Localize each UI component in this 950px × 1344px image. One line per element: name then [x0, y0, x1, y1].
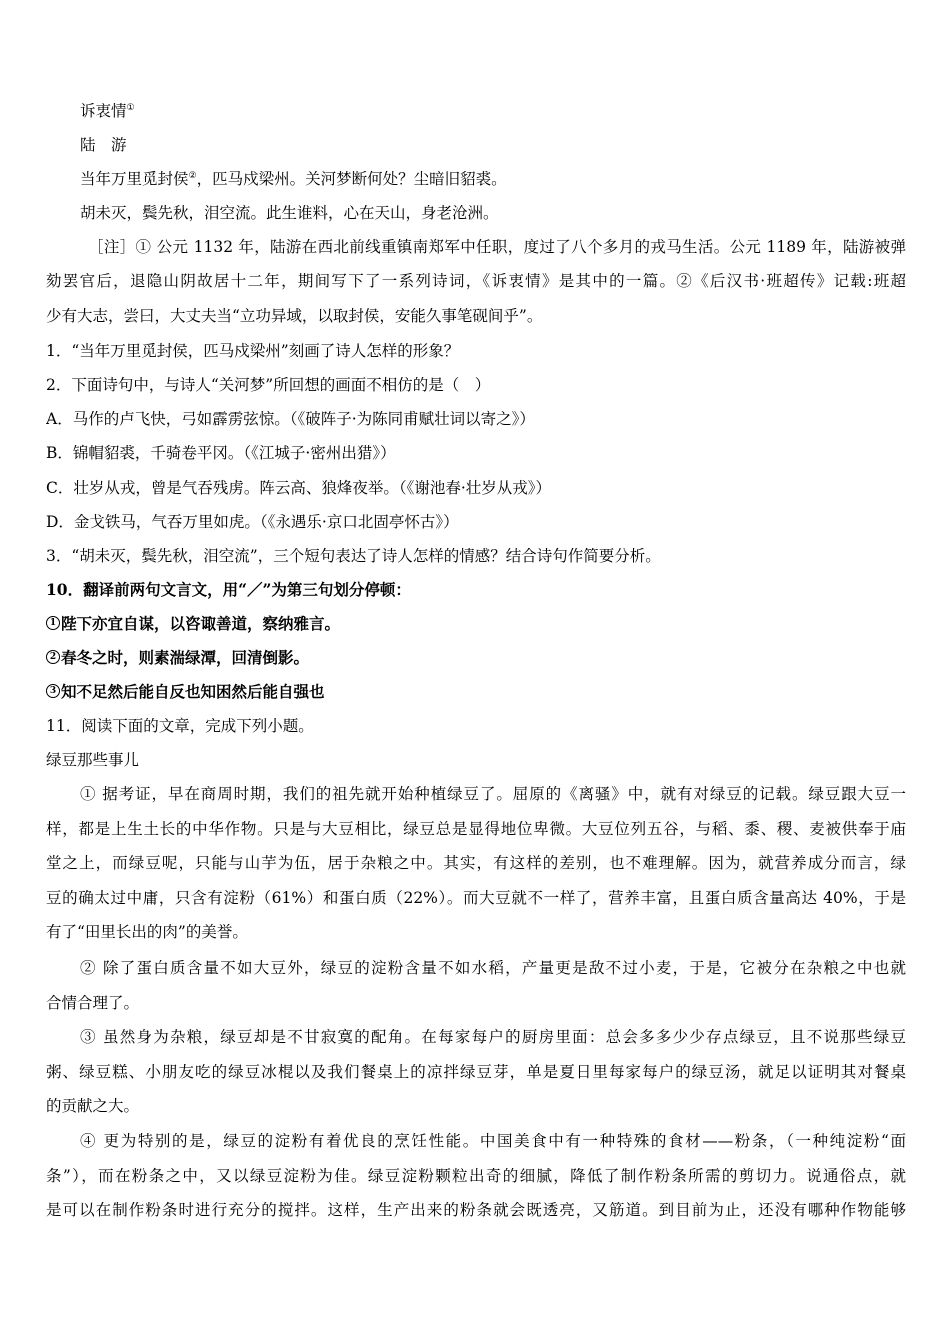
option-b: B．锦帽貂裘，千骑卷平冈。（《江城子·密州出猎》） — [46, 444, 396, 462]
poem-note: 少有大志，尝曰，大丈夫当“立功异域，以取封侯，安能久事笔砚间乎”。 — [46, 307, 543, 325]
q10-sentence-3: 3 知不足然后能自反也知困然后能自强也 — [46, 682, 906, 702]
paragraph-line: 豆的确太过中庸，只含有淀粉（61%）和蛋白质（22%）。而大豆就不一样了，营养丰富，且蛋白质含量高达 40%，于是 — [46, 889, 906, 907]
paragraph-line: ① 据考证，早在商周时期，我们的祖先就开始种植绿豆了。屈原的《离骚》中，就有对绿豆的记载。绿豆跟大豆一 — [80, 785, 906, 803]
paragraph-line: 的贡献之大。 — [46, 1097, 140, 1115]
paragraph-line: ③ 虽然身为杂粮，绿豆却是不甘寂寞的配角。在每家每户的厨房里面：总会多多少少存点绿豆，且不说那些绿豆 — [80, 1028, 906, 1046]
poem-line: 当年万里觅封侯②，匹马戍梁州。关河梦断何处？尘暗旧貂裘。 — [80, 170, 507, 188]
question-10: 10．翻译前两句文言文，用“／”为第三句划分停顿： — [46, 580, 411, 599]
paragraph-line: 是可以在制作粉条时进行充分的搅拌。这样，生产出来的粉条就会既透亮，又筋道。到目前为止，还没有哪种作物能够 — [46, 1201, 906, 1219]
footnote-mark: ① — [126, 103, 135, 113]
paragraph-line: 粥、绿豆糕、小朋友吃的绿豆冰棍以及我们餐桌上的凉拌绿豆芽，单是夏日里每家每户的绿豆汤，就足以证明其对餐桌 — [46, 1063, 906, 1081]
paragraph-line: ④ 更为特别的是，绿豆的淀粉有着优良的烹饪性能。中国美食中有一种特殊的食材——粉条，（一种纯淀粉“面 — [80, 1132, 906, 1150]
circled-number: 2 — [46, 650, 60, 664]
poem-note: ［注］① 公元 1132 年，陆游在西北前线重镇南郑军中任职，度过了八个多月的戎马生活。公元 1189 年，陆游被弹 — [88, 238, 906, 256]
poem-title: 诉衷情① — [80, 102, 135, 120]
circled-number: 1 — [46, 616, 60, 630]
option-d: D．金戈铁马，气吞万里如虎。（《永遇乐·京口北固亭怀古》） — [46, 513, 459, 531]
q10-sentence-2: 2 春冬之时，则素湍绿潭，回清倒影。 — [46, 648, 906, 668]
q10-sentence-1: 1 陛下亦宜自谋，以咨诹善道，察纳雅言。 — [46, 614, 906, 634]
paragraph-line: ② 除了蛋白质含量不如大豆外，绿豆的淀粉含量不如水稻，产量更是敌不过小麦，于是，它被分在杂粮之中也就 — [80, 959, 906, 977]
paragraph-line: 堂之上，而绿豆呢，只能与山芋为伍，居于杂粮之中。其实，有这样的差别，也不难理解。因为，就营养成分而言，绿 — [46, 854, 906, 872]
circled-number: 3 — [46, 684, 60, 698]
poem-line: 胡未灭，鬓先秋，泪空流。此生谁料，心在天山，身老沧洲。 — [80, 204, 499, 222]
poem-note: 劾罢官后，退隐山阴故居十二年，期间写下了一系列诗词，《诉衷情》是其中的一篇。②《后汉书·班超传》记载:班超 — [46, 272, 906, 290]
question-2: 2．下面诗句中，与诗人“关河梦”所回想的画面不相仿的是（ ） — [46, 376, 491, 394]
paragraph-line: 有了“田里长出的肉”的美誉。 — [46, 923, 248, 941]
question-11: 11．阅读下面的文章，完成下列小题。 — [46, 717, 314, 735]
footnote-mark: ② — [188, 171, 197, 181]
paragraph-line: 合情合理了。 — [46, 994, 140, 1012]
article-title: 绿豆那些事儿 — [46, 751, 140, 769]
option-a: A．马作的卢飞快，弓如霹雳弦惊。（《破阵子·为陈同甫赋壮词以寄之》） — [46, 410, 535, 428]
paragraph-line: 条”），而在粉条之中，又以绿豆淀粉为佳。绿豆淀粉颗粒出奇的细腻，降低了制作粉条所需的剪切力。说通俗点，就 — [46, 1167, 906, 1185]
paragraph-line: 样，都是上生土长的中华作物。只是与大豆相比，绿豆总是显得地位卑微。大豆位列五谷，与稻、黍、稷、麦被供奉于庙 — [46, 820, 906, 838]
option-c: C．壮岁从戎，曾是气吞残虏。阵云高、狼烽夜举。（《谢池春·壮岁从戎》） — [46, 479, 552, 497]
question-1: 1．“当年万里觅封侯，匹马戍梁州”刻画了诗人怎样的形象？ — [46, 342, 460, 360]
question-3: 3．“胡未灭，鬓先秋，泪空流”，三个短句表达了诗人怎样的情感？结合诗句作简要分析。 — [46, 547, 661, 565]
poem-author: 陆 游 — [80, 136, 127, 154]
